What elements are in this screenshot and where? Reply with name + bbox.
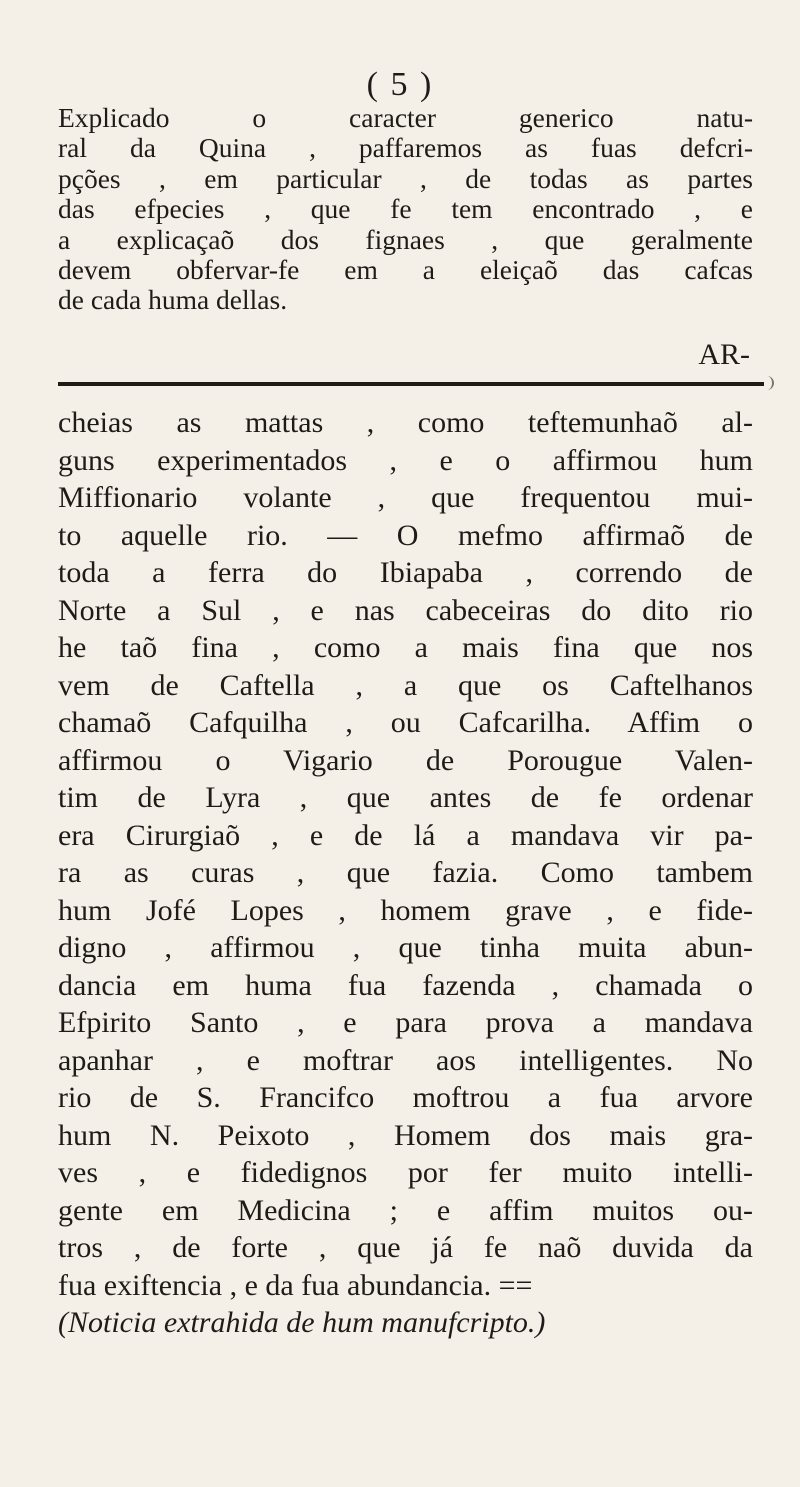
text-line: ra as curas , que fazia. Como tambem [58, 856, 753, 889]
end-mark: == [498, 1268, 533, 1302]
text-line: devem obfervar-fe em a eleiçaõ das cafcas [58, 253, 753, 285]
text-line: chamaõ Cafquilha , ou Cafcarilha. Affim o [58, 706, 753, 739]
text-line: hum N. Peixoto , Homem dos mais gra- [58, 1118, 753, 1152]
text-line: Norte a Sul , e nas cabeceiras do dito rio [58, 593, 753, 627]
text-line: Explicado o caracter generico natu- [58, 102, 753, 133]
text-line: toda a ferra do Ibiapaba , correndo de [58, 556, 753, 589]
divider-rule [58, 382, 764, 386]
top-paragraph [58, 103, 753, 316]
page-number: ( 5 ) [366, 66, 434, 103]
text-line: era Cirurgiaõ , e de lá a mandava vir pa- [58, 818, 753, 852]
text-line: guns experimentados , e o affirmou hum [58, 443, 753, 477]
text-line: de cada huma dellas. [58, 284, 288, 316]
last-text: fua exiftencia , e da fua abundancia. [58, 1268, 492, 1302]
text-line: Miffionario volante , que frequentou mui- [58, 481, 753, 514]
text-line: tros , de forte , que já fe naõ duvida da [58, 1231, 753, 1264]
text-line: dancia em huma fua fazenda , chamada o [58, 968, 753, 1002]
text-line: to aquelle rio. — O mefmo affirmaõ de [58, 518, 753, 552]
text-line: pções , em particular , de todas as partes [58, 162, 753, 194]
text-line: ves , e fidedignos por fer muito intelli- [58, 1156, 753, 1189]
text-line: tim de Lyra , que antes de fe ordenar [58, 781, 753, 814]
text-line: cheias as mattas , como teftemunhaõ al- [58, 406, 753, 439]
bottom-paragraph [58, 404, 753, 1342]
text-line: vem de Caftella , a que os Caftelhanos [58, 668, 753, 702]
source-note: (Noticia extrahida de hum manufcripto.) [58, 1306, 546, 1339]
last-text-line [58, 1267, 753, 1305]
text-line: digno , affirmou , que tinha muita abun- [58, 931, 753, 964]
text-line: he taõ fina , como a mais fina que nos [58, 631, 753, 664]
text-line: das efpecies , que fe tem encontrado , e [58, 193, 753, 225]
text-line: gente em Medicina ; e affim muitos ou- [58, 1193, 753, 1227]
text-line: affirmou o Vigario de Porougue Valen- [58, 743, 753, 777]
text-line: a explicaçaõ dos fignaes , que geralmente [58, 223, 753, 255]
text-line: hum Jofé Lopes , homem grave , e fide- [58, 893, 753, 927]
divider-end-mark [764, 376, 774, 390]
catchword: AR- [698, 338, 750, 371]
text-line: apanhar , e moftrar aos intelligentes. No [58, 1043, 753, 1077]
text-line: Efpirito Santo , e para prova a mandava [58, 1006, 753, 1039]
text-line: ral da Quina , paffaremos as fuas defcri- [58, 132, 753, 164]
text-line: rio de S. Francifco moftrou a fua arvore [58, 1081, 753, 1114]
